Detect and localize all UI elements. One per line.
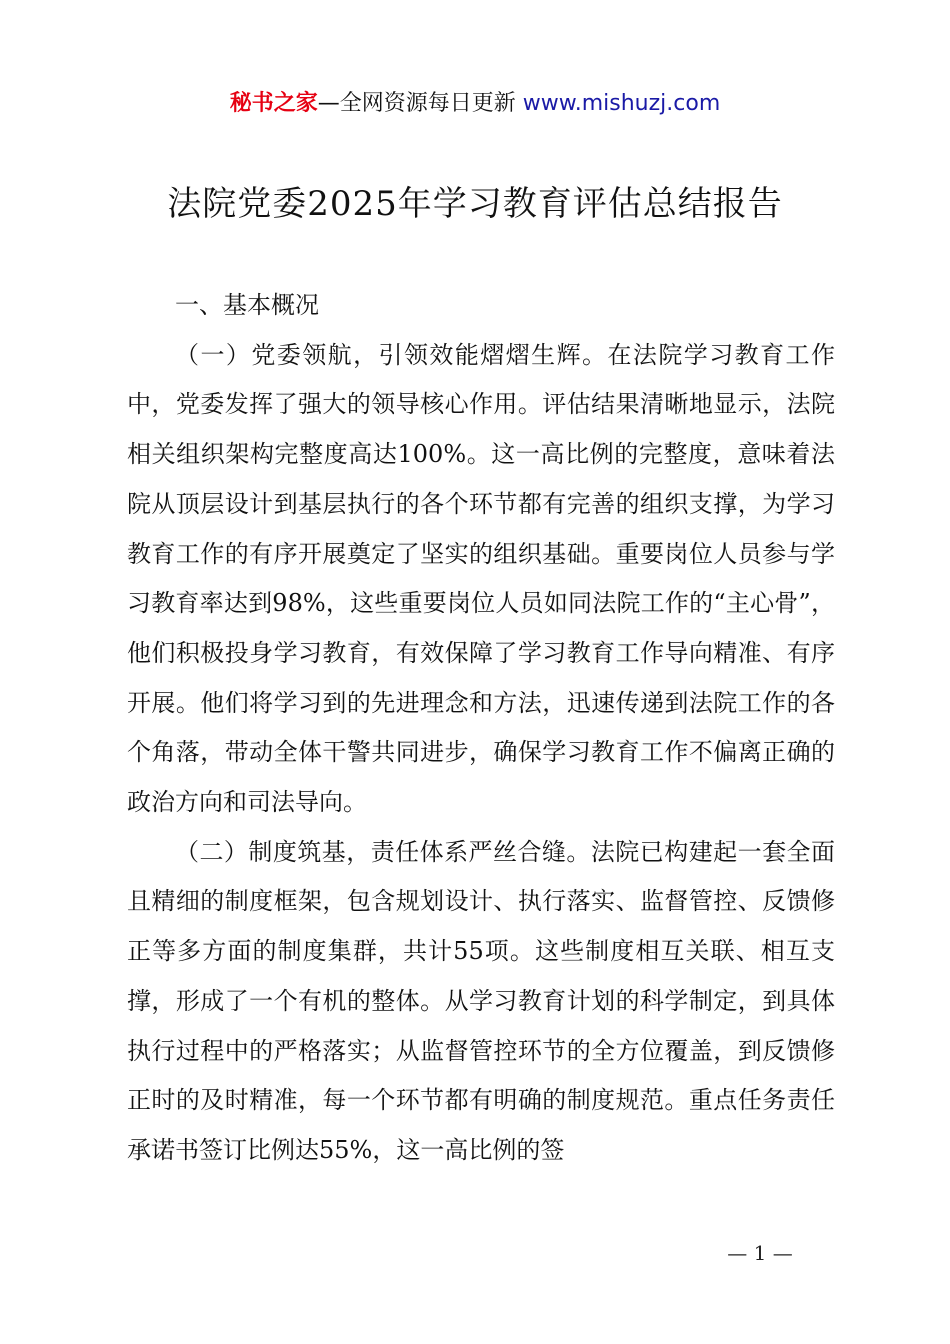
header-brand: 秘书之家 (229, 91, 318, 116)
paragraph-2: （二）制度筑基，责任体系严丝合缝。法院已构建起一套全面且精细的制度框架，包含规划设计、执行落实、监督管控、反馈修正等多方面的制度集群，共计55项。这些制度相互关联、相互支撑，形成了一个有机的整体。从学习教育计划的科学制定，到具体执行过程中的严格落实；从监督管控环节的全方位覆盖，到反馈修正时的及时精准，每一个环节都有明确的制度规范。重点任务责任承诺书签订比例达55%，这一高比例的签 (127, 837, 835, 1164)
page-number: — 1 — (727, 1241, 793, 1265)
document-body (127, 281, 835, 1176)
paragraph-1: （一）党委领航，引领效能熠熠生辉。在法院学习教育工作中，党委发挥了强大的领导核心作用。评估结果清晰地显示，法院相关组织架构完整度高达100%。这一高比例的完整度，意味着法院从顶层设计到基层执行的各个环节都有完善的组织支撑，为学习教育工作的有序开展奠定了坚实的组织基础。重要岗位人员参与学习教育率达到98%，这些重要岗位人员如同法院工作的“主心骨”，他们积极投身学习教育，有效保障了学习教育工作导向精准、有序开展。他们将学习到的先进理念和方法，迅速传递到法院工作的各个角落，带动全体干警共同进步，确保学习教育工作不偏离正确的政治方向和司法导向。 (127, 340, 835, 817)
header-url-link[interactable]: www.mishuzj.com (522, 91, 721, 116)
document-title: 法院党委2025年学习教育评估总结报告 (167, 184, 783, 224)
header-tagline: —全网资源每日更新 (317, 91, 523, 116)
site-header (0, 88, 950, 120)
section-heading: 一、基本概况 (175, 291, 319, 319)
